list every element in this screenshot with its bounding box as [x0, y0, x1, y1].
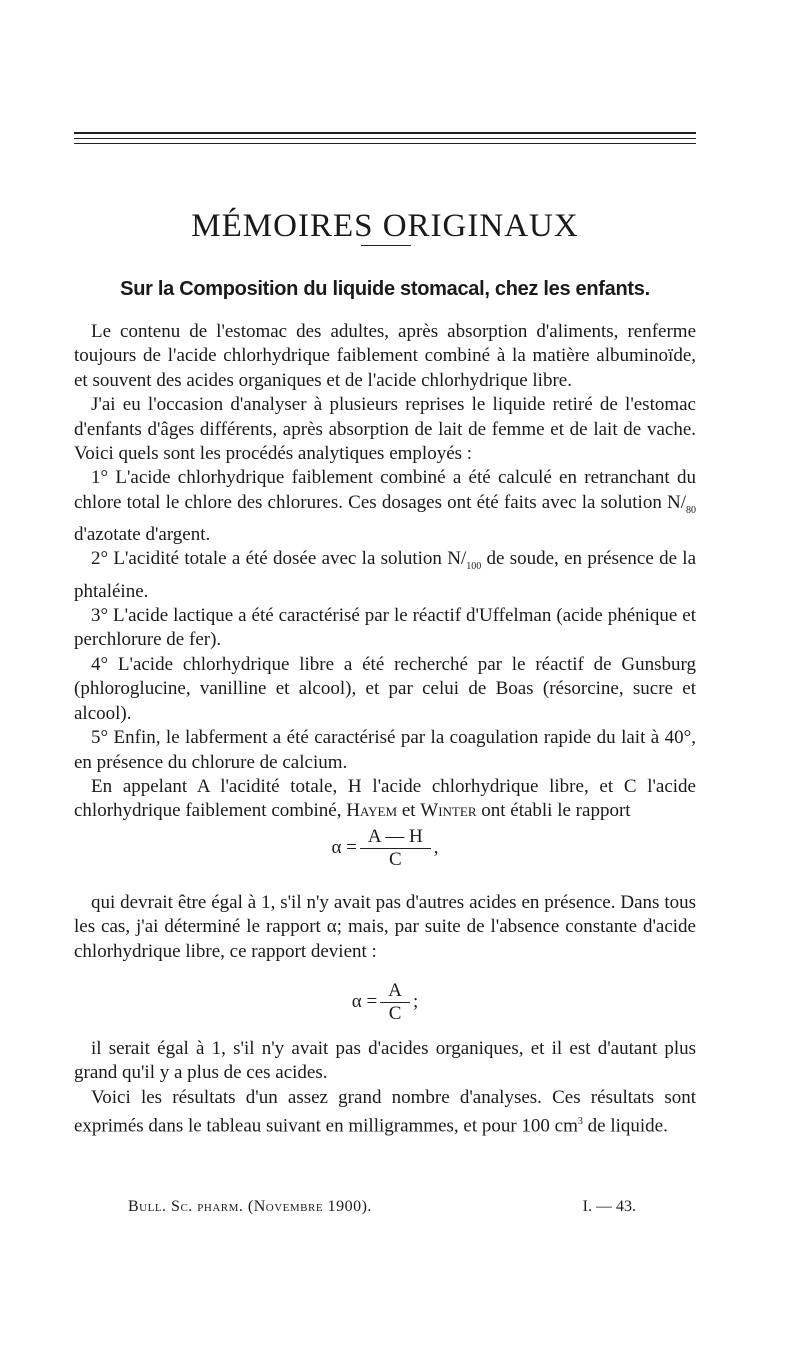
top-rule-thin-2 [74, 143, 696, 144]
paragraph-11: Voici les résultats d'un assez grand nombre d'analyses. Ces résultats sont exprimés dans le tableau suivant en milligrammes, et pour 100 $cm^3$ de liquide. [74, 1086, 696, 1137]
author-winter: Winter [420, 800, 477, 822]
paragraph-2: J'ai eu l'occasion d'analyser à plusieurs reprises le liquide retiré de l'estomac d'enfants d'âges différents, après absorption de lait de femme et de lait de vache. Voici quels sont les procédés analytiques employés : [74, 394, 696, 465]
top-rule-thin [74, 138, 696, 139]
footer-citation: Bull. Sc. pharm. (Novembre 1900). [128, 1198, 372, 1215]
author-hayem: Hayem [346, 800, 398, 822]
page-footer [128, 1198, 636, 1216]
paragraph-8: En appelant A l'acidité totale, H l'acide chlorhydrique libre, et C l'acide chlorhydrique faiblement combiné, Hayem et Winter ont établi le rapport [74, 775, 696, 822]
article-body [74, 320, 696, 1139]
formula-alpha-full: α = $\frac{A — H}{C}$ , [331, 825, 439, 870]
paragraph-1: Le contenu de l'estomac des adultes, après absorption d'aliments, renferme toujours de l'acide chlorhydrique faiblement combiné à la matière albuminoïde, et souvent des acides organiques et de l'acide chlorhydrique libre. [74, 321, 696, 391]
paragraph-9: qui devrait être égal à 1, s'il n'y avait pas d'autres acides en présence. Dans tous les cas, j'ai déterminé le rapport α; mais, par suite de l'absence constante d'acide chlorhydrique libre, ce rapport devient : [74, 891, 696, 962]
heading-divider [361, 245, 411, 246]
formula-alpha-simplified: α = $\frac{A}{C}$ ; [351, 979, 419, 1024]
paragraph-7: 5° Enfin, le labferment a été caractérisé par la coagulation rapide du lait à 40°, en présence du chlorure de calcium. [74, 727, 696, 773]
article-title: Sur la Composition du liquide stomacal, chez les enfants. [120, 278, 650, 300]
top-rule-thick [74, 132, 696, 134]
paragraph-5: 3° L'acide lactique a été caractérisé par le réactif d'Uffelman (acide phénique et perchlorure de fer). [74, 605, 696, 651]
section-heading: MÉMOIRES ORIGINAUX [191, 208, 579, 245]
paragraph-6: 4° L'acide chlorhydrique libre a été recherché par le réactif de Gunsburg (phloroglucine, vanilline et alcool), et par celui de Boas (résorcine, sucre et alcool). [74, 653, 696, 724]
footer-page-number: I. — 43. [582, 1198, 636, 1215]
paragraph-10: il serait égal à 1, s'il n'y avait pas d'acides organiques, et il est d'autant plus grand qu'il y a plus de ces acides. [74, 1037, 696, 1084]
paragraph-3: 1° L'acide chlorhydrique faiblement combiné a été calculé en retranchant du chlore total le chlore des chlorures. Ces dosages ont été faits avec la solution $N/_{80}$ d'azotate d'argent. [74, 467, 696, 546]
paragraph-4: 2° L'acidité totale a été dosée avec la solution $N/_{100}$ de soude, en présence de la phtaléine. [74, 548, 697, 602]
